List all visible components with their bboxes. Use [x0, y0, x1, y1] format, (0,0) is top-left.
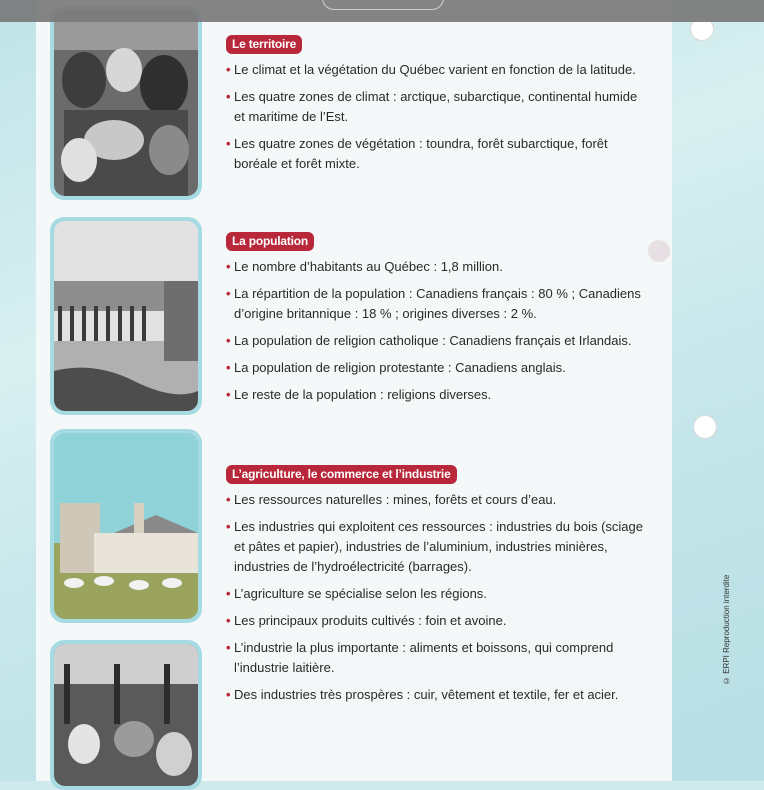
section-heading: Le territoire [226, 35, 302, 54]
section-agriculture [226, 465, 646, 712]
list-item: • Les quatre zones de végétation : toundra, forêt subarctique, forêt boréale et forêt mixte. [226, 134, 646, 174]
list-item: • L’industrie la plus importante : aliments et boissons, qui comprend l’industrie laitière. [226, 638, 646, 678]
bullet-list [226, 490, 646, 705]
list-item: • L’agriculture se spécialise selon les régions. [226, 584, 646, 604]
list-item: • Les quatre zones de climat : arctique, subarctique, continental humide et maritime de l’Est. [226, 87, 646, 127]
list-item: • Des industries très prospères : cuir, vêtement et textile, fer et acier. [226, 685, 646, 705]
photo-frame-territoire [50, 6, 202, 200]
list-item: • Le climat et la végétation du Québec varient en fonction de la latitude. [226, 60, 646, 80]
bullet-list [226, 257, 646, 405]
section-heading: L’agriculture, le commerce et l’industrie [226, 465, 457, 484]
list-item: • La population de religion catholique : Canadiens français et Irlandais. [226, 331, 646, 351]
photo-frame-industry [50, 640, 202, 790]
photo-farm-cows [54, 433, 198, 619]
bullet-list [226, 60, 646, 174]
section-population [226, 232, 646, 412]
list-item: • Les principaux produits cultivés : foin et avoine. [226, 611, 646, 631]
list-item: • Le nombre d’habitants au Québec : 1,8 million. [226, 257, 646, 277]
photo-people-gathered [54, 10, 198, 196]
section-territoire [226, 35, 646, 181]
photo-dam-river [54, 221, 198, 411]
viewer-tab-pill[interactable] [322, 0, 444, 10]
photo-frame-agriculture [50, 429, 202, 623]
photo-factory-workers [54, 644, 198, 786]
photo-frame-population [50, 217, 202, 415]
list-item: • La population de religion protestante : Canadiens anglais. [226, 358, 646, 378]
list-item: • Les industries qui exploitent ces ressources : industries du bois (sciage et pâtes et papier), industries de l’aluminium, industries minières, industries de l’hydroélectricité (barrages). [226, 517, 646, 577]
list-item: • La répartition de la population : Canadiens français : 80 % ; Canadiens d’origine britannique : 18 % ; origines diverses : 2 %. [226, 284, 646, 324]
list-item: • Les ressources naturelles : mines, forêts et cours d’eau. [226, 490, 646, 510]
page-nav-dot-middle[interactable] [693, 415, 717, 439]
section-heading: La population [226, 232, 314, 251]
list-item: • Le reste de la population : religions diverses. [226, 385, 646, 405]
ghost-number-badge [648, 240, 670, 262]
copyright-notice: © ERPI Reproduction interdite [722, 574, 731, 685]
